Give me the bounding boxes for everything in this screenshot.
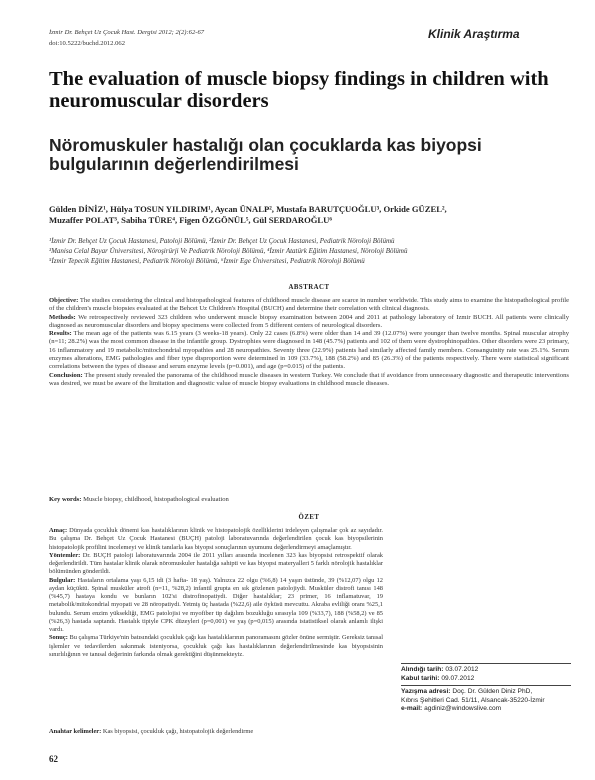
dates-block: [401, 666, 571, 683]
abstract-conclusion: [49, 372, 569, 389]
author-line-2: Muzaffer POLAT³, Sabiha TÜRE⁴, Figen ÖZGÖNÜL⁵, Gül SERDAROĞLU⁶: [49, 215, 332, 225]
bulgular-text: Hastaların ortalama yaşı 6,15 idi (3 hafta- 18 yaş). Yalnızca 22 olgu (%6,8) 14 yaşın üstünde, 39 (%12,07) olgu 12 aydan küçüktü. Spinal musküler atrofi (n=11, %28,2) infantil grupta en sık gözlenen patolojiydi. Musküler distrofi tanısı 148 (%45,7) hastaya kondu ve bunların 102'si distrofinopatiydi. Diğer hastalıklar; 23 primer, 16 inflamatuvar, 19 metabolik/mitokondrial myopati ve 28 nöropatiydi. Yetmiş üç hastada (%22,6) aile öyküsü mevcuttu. Akraba evliliği oranı %25,1 bulundu. Serum enzim yüksekliği, EMG patolojisi ve myofiber tip dağılım bozukluğu sırasıyla 109 (%33,7), 188 (%58,2) ve 85 (%26,3) hastada saptandı. Hastalık tipiyle CPK düzeyleri (p=0,001) ve yaş (p=0,015) arasında istatistiksel olarak anlamlı ilişki vardı.: [49, 576, 383, 633]
affiliation-line: ³Manisa Celal Bayar Üniversitesi, Nöroşirürji Ve Pediatrik Nöroloji Bölümü, ⁴İzmir Atatürk Eğitim Hastanesi, Nöroloji Bölümü: [49, 247, 408, 255]
title-english: The evaluation of muscle biopsy findings in children with neuromuscular disorders: [49, 68, 549, 112]
keywords-text: Muscle biopsy, childhood, histopathological evaluation: [83, 496, 229, 503]
conclusion-label: Conclusion:: [49, 371, 83, 379]
author-line-1: Gülden DİNİZ¹, Hülya TOSUN YILDIRIM¹, Aycan ÜNALP², Mustafa BARUTÇUOĞLU³, Orkide GÜZEL²,: [49, 204, 447, 214]
abstract-methods: [49, 314, 569, 331]
sidebar-rule-mid: [401, 685, 571, 686]
amac-text: Dünyada çocukluk dönemi kas hastalıklarının klinik ve histopatolojik özelliklerini irdeleyen çalışmalar çok az sayıdadır. Bu çalışma Dr. Behçet Uz Çocuk Hastanesi (BUÇH) patoloji laboratuvarında değerlendirilen çocuk kas biyopsilerinin histopatolojik profilini incelemeyi ve klinik tanılarla kas biyopsi sonuçlarının uyumunu değerlendirmeyi amaçlamıştır.: [49, 527, 383, 551]
objective-label: Objective:: [49, 297, 79, 304]
received-value: 03.07.2012: [445, 666, 479, 673]
anahtar-kelimeler-label: Anahtar kelimeler:: [49, 728, 102, 735]
yontemler-text: Dr. BUÇH patoloji laboratuvarında 2004 ile 2011 yılları arasında incelenen 323 kas biyopsisi retrospektif olarak değerlendirildi. Tüm hastalar klinik olarak nöromuskuler hastalığa sahipti ve kas biyopsi materyalleri 5 farklı nörolojik hastalıklar bölümünden gönderildi.: [49, 551, 383, 576]
ozet-bulgular: [49, 577, 383, 635]
conclusion-text: The present study revealed the panorama of the childhood muscle diseases in western Turkey. We conclude that if avoidance from unnecessary diagnostic and therapeutic interventions was desired, we must be aware of the limitation and diagnostic value of muscle biopsy evaluations in childhood muscle diseases.: [49, 371, 569, 387]
ozet-heading: ÖZET: [298, 514, 320, 521]
journal-citation: İzmir Dr. Behçet Uz Çocuk Hast. Dergisi 2012; 2(2):62-67: [49, 29, 205, 36]
anahtar-kelimeler-text: Kas biyopsisi, çocukluk çağı, histopatolojik değerlendirme: [102, 728, 254, 735]
section-label: Klinik Araştırma: [428, 27, 520, 41]
ozet-amac: [49, 527, 383, 552]
received-date: [401, 666, 571, 675]
sidebar-rule-top: [401, 663, 571, 664]
objective-text: The studies considering the clinical and histopathological features of childhood muscle disease are scarce in number worldwide. This study aims to examine the histopathological profile of the children's muscle biopsies evaluated at the Behcet Uz Children's Hospital (BUCH) and determine their correlation with clinical diagnosis.: [49, 297, 570, 313]
abstract-body: [49, 297, 569, 388]
keywords-turkish: [49, 728, 383, 735]
yontemler-label: Yöntemler:: [49, 551, 81, 559]
results-text: The mean age of the patients was 6.15 years (3 weeks-18 years). Only 22 cases (6.8%) were older than 14 and 39 (12.07%) were younger than twelve months. Spinal muscular atrophy (n=11; 28.2%) was the most common disease in the infantile group. Dystrophies were diagnosed in 148 (45.7%) patients and 102 of them were dystrophinopathies. Other disorders were 23 primary, 16 inflammatory and 19 metabolic/mitochondrial myopathies and 28 neuropathies. Seventy three (22.9%) patients had similarly affected family members. Consanguinity rate was 25.1%. Serum enzymes alterations, EMG pathologies and fiber type disproportion were determined in 109 (33.7%), 188 (58.2%) and 85 (26.3%) of the patients respectively. There were statistical significant correlations between the types of disease and serum enzyme levels (p=0.001), and age (p=0.015) of the patients.: [49, 330, 570, 371]
amac-label: Amaç:: [49, 527, 68, 534]
address-line-1: [401, 688, 571, 697]
sonuc-text: Bu çalışma Türkiye'nin batısındaki çocukluk çağı kas hastalıklarının panoramasını gözler önüne sermiştir. Gereksiz tanısal işlemler ve tedavilerden sakınmak isteniyorsa, çocukluk çağı kas hastalıklarının değerlendirilmesinde kas biyopsisinin sınırlılığının ve tanısal değerinin farkında olmak gerektiğini düşünmekteyiz.: [49, 634, 383, 658]
methods-text: We retrospectively reviewed 323 children who underwent muscle biopsy examination between 2004 and 2011 at pathology laboratory of Izmir BUCH. All patients were clinically diagnosed as neuromuscular disorders and biopsy specimens were collected from 5 different centers of neurological disorders.: [49, 313, 569, 329]
abstract-results: [49, 330, 569, 371]
sonuc-label: Sonuç:: [49, 634, 68, 642]
email-value: agdiniz@windowslive.com: [424, 705, 502, 713]
address-name: Doç. Dr. Gülden Diniz PhD,: [452, 688, 533, 695]
keywords-label: Key words:: [49, 496, 82, 503]
author-list: [49, 204, 569, 226]
accepted-label: Kabul tarihi:: [401, 674, 440, 682]
email-label: e-mail:: [401, 705, 423, 713]
bulgular-label: Bulgular:: [49, 576, 76, 584]
ozet-yontemler: [49, 552, 383, 577]
keywords-english: [49, 496, 569, 503]
email-line: [401, 705, 571, 714]
address-line-2: Kıbrıs Şehitleri Cad. 51/11, Alsancak-35220-İzmir: [401, 696, 545, 704]
accepted-date: [401, 675, 571, 684]
correspondence-block: [401, 688, 571, 714]
doi: doi:10.5222/buchd.2012.062: [49, 40, 126, 47]
accepted-value: 09.07.2012: [441, 674, 475, 682]
abstract-objective: [49, 297, 569, 314]
page-number: 62: [49, 754, 58, 764]
title-turkish: Nöromuskuler hastalığı olan çocuklarda kas biyopsi bulgularının değerlendirilmesi: [49, 135, 482, 174]
ozet-body: [49, 527, 383, 659]
affiliation-line: ¹İzmir Dr. Behçet Uz Çocuk Hastanesi, Patoloji Bölümü, ²İzmir Dr. Behçet Uz Çocuk Hastanesi, Pediatrik Nöroloji Bölümü: [49, 237, 395, 245]
results-label: Results:: [49, 330, 72, 338]
affiliation-line: ⁵İzmir Tepecik Eğitim Hastanesi, Pediatrik Nöroloji Bölümü, ⁶İzmir Ege Üniversitesi, Pediatrik Nöroloji Bölümü: [49, 257, 365, 265]
received-label: Alındığı tarih:: [401, 666, 444, 673]
ozet-sonuc: [49, 634, 383, 659]
methods-label: Methods:: [49, 313, 76, 321]
address-label: Yazışma adresi:: [401, 688, 451, 695]
affiliations: [49, 236, 569, 266]
abstract-heading: ABSTRACT: [288, 284, 330, 291]
